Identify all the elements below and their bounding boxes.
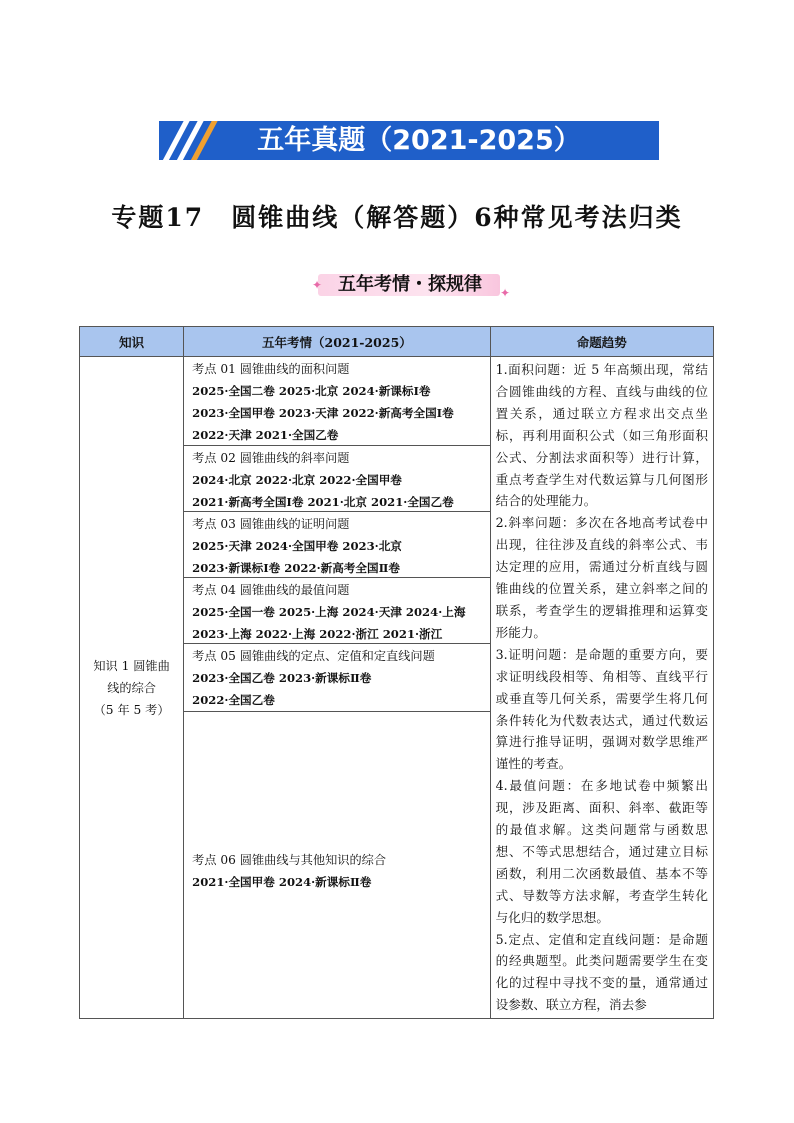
knowledge-cell [80,357,184,1019]
trend-paragraph: 1.面积问题：近 5 年高频出现，常结合圆锥曲线的方程、直线与曲线的位置关系，通过联立方程求出交点坐标，再利用面积公式（如三角形面积公式、分割法求面积等）进行计算，重点考查学生对代数运算与几何图形结合的处理能力。 [495,362,708,509]
topic-title: 专题17 圆锥曲线（解答题）6种常见考法归类 [111,203,683,232]
exam-point [184,446,489,512]
sparkle-icon: ✦ [312,278,323,292]
exam-point-name: 考点 05 圆锥曲线的定点、定值和定直线问题 [192,649,435,663]
knowledge-label-line: 知识 1 圆锥曲 [93,658,170,673]
trend-paragraph: 3.证明问题：是命题的重要方向，要求证明线段相等、角相等、直线平行或垂直等几何关系，需要学生将几何条件转化为代数表达式，通过代数运算进行推导证明，强调对数学思维严谨性的考查。 [495,646,708,772]
exam-point-years: 2025·全国一卷 2025·上海 2024·天津 2024·上海 [192,605,466,619]
exam-point [184,578,489,644]
trend-paragraph: 4.最值问题：在多地试卷中频繁出现，涉及距离、面积、斜率、截距等的最值求解。这类问题常与函数思想、不等式思想结合，通过建立目标函数，利用二次函数最值、基本不等式、导数等方法求解，考查学生转化与化归的数学思想。 [495,778,708,925]
header-trend: 命题趋势 [490,327,713,357]
knowledge-count: （5 年 5 考） [93,702,170,717]
subheading-block [310,268,510,300]
exam-point-years: 2021·新高考全国Ⅰ卷 2021·北京 2021·全国乙卷 [192,495,454,509]
exam-point [184,644,489,712]
exam-point-name: 考点 02 圆锥曲线的斜率问题 [192,451,350,465]
exam-point-name: 考点 03 圆锥曲线的证明问题 [192,517,350,531]
sparkle-icon: ✦ [500,286,511,300]
knowledge-label-line: 线的综合 [107,680,156,695]
exam-point-years: 2025·全国二卷 2025·北京 2024·新课标Ⅰ卷 [192,384,431,398]
trend-paragraph: 2.斜率问题：多次在各地高考试卷中出现，往往涉及直线的斜率公式、韦达定理的应用，需通过分析直线与圆锥曲线的位置关系，建立斜率之间的联系，考查学生的逻辑推理和运算变形能力。 [495,515,708,640]
exam-point-name: 考点 01 圆锥曲线的面积问题 [192,362,350,376]
exam-analysis-table [79,326,714,1019]
exam-point-years: 2022·天津 2021·全国乙卷 [192,428,339,442]
exam-point-years: 2021·全国甲卷 2024·新课标Ⅱ卷 [192,875,372,889]
exam-point-name: 考点 06 圆锥曲线与其他知识的综合 [192,853,387,867]
trend-cell [490,357,713,1019]
exam-points-cell [184,357,490,1019]
table-row [80,357,714,1019]
exam-point [184,357,489,446]
exam-point-years: 2022·全国乙卷 [192,693,275,707]
header-five-year: 五年考情（2021-2025） [184,327,490,357]
exam-point-name: 考点 04 圆锥曲线的最值问题 [192,583,350,597]
table-header-row [80,327,714,357]
exam-point-years: 2023·新课标Ⅰ卷 2022·新高考全国Ⅱ卷 [192,561,400,575]
exam-point-years: 2023·全国乙卷 2023·新课标Ⅱ卷 [192,671,372,685]
exam-point [184,712,489,1010]
section-banner [159,121,659,160]
exam-point-years: 2023·全国甲卷 2023·天津 2022·新高考全国Ⅰ卷 [192,406,454,420]
subheading-text: 五年考情・探规律 [338,274,482,295]
banner-title: 五年真题（2021-2025） [257,125,581,156]
exam-point [184,512,489,578]
trend-paragraph: 5.定点、定值和定直线问题：是命题的经典题型。此类问题需要学生在变化的过程中寻找不变的量，通常通过设参数、联立方程，消去参 [495,931,708,1013]
header-knowledge: 知识 [80,327,184,357]
exam-point-years: 2024·北京 2022·北京 2022·全国甲卷 [192,473,402,487]
exam-point-years: 2023·上海 2022·上海 2022·浙江 2021·浙江 [192,627,443,641]
exam-point-years: 2025·天津 2024·全国甲卷 2023·北京 [192,539,402,553]
